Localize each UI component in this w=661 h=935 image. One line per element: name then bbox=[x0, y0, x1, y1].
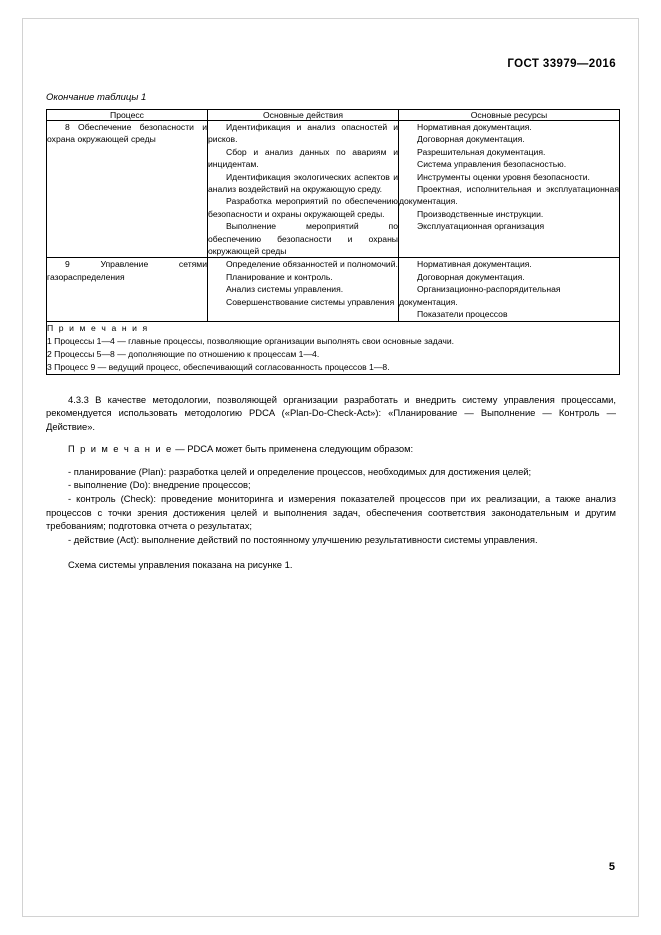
resource-item: Инструменты оценки уровня безопасности. bbox=[417, 171, 590, 182]
table-row bbox=[47, 258, 620, 321]
action-item: Разработка мероприятий по обеспечению безопасности и охраны окружающей среды. bbox=[208, 196, 398, 219]
pdca-item: - планирование (Plan): разработка целей и определение процессов, необходимых для достижения целей; bbox=[68, 465, 532, 477]
action-item: Совершенствование системы управления bbox=[226, 296, 395, 307]
pdca-item: - выполнение (Do): внедрение процессов; bbox=[68, 479, 251, 491]
column-header-process: Процесс bbox=[47, 110, 208, 121]
cell-notes bbox=[47, 321, 620, 374]
standard-header: ГОСТ 33979—2016 bbox=[507, 58, 616, 70]
action-item: Идентификация экологических аспектов и анализ воздействий на окружающую среду. bbox=[208, 171, 398, 195]
pdca-item: - действие (Act): выполнение действий по постоянному улучшению результативности системы управления. bbox=[68, 533, 538, 545]
action-item: Определение обязанностей и полномочий. bbox=[226, 259, 398, 270]
resource-item: Нормативная документация. bbox=[417, 122, 532, 132]
closing-paragraph: Схема системы управления показана на рисунке 1. bbox=[68, 559, 293, 571]
pdca-item: - контроль (Check): проведение мониторинга и измерения показателей процессов при их реализации, а также анализ процессов с точки зрения достижения целей и выполнения задач, обеспечения соответствия законодательным и другим требованиям; подготовка отчета о результатах; bbox=[46, 493, 616, 532]
resource-item: Показатели процессов bbox=[417, 309, 508, 320]
column-header-actions: Основные действия bbox=[208, 110, 399, 121]
cell-actions-8 bbox=[208, 121, 399, 258]
process-name: 8 Обеспечение безопасности и охрана окружающей среды bbox=[47, 122, 207, 145]
table-caption: Окончание таблицы 1 bbox=[46, 92, 147, 103]
resource-item: Организационно-распорядительная документация. bbox=[399, 284, 561, 307]
notes-title: П р и м е ч а н и я bbox=[47, 322, 149, 333]
cell-process-8 bbox=[47, 121, 208, 258]
note-item: 2 Процессы 5—8 — дополняющие по отношению к процессам 1—4. bbox=[47, 348, 320, 359]
resource-item: Договорная документация. bbox=[417, 271, 525, 282]
table-row bbox=[47, 121, 620, 258]
pdca-note-paragraph bbox=[46, 442, 616, 456]
note-item: 3 Процесс 9 — ведущий процесс, обеспечивающий согласованность процессов 1—8. bbox=[47, 361, 390, 372]
table-notes-row bbox=[47, 321, 620, 374]
action-item: Идентификация и анализ опасностей и рисков. bbox=[208, 122, 398, 145]
cell-resources-8 bbox=[399, 121, 620, 258]
resource-item: Система управления безопасностью. bbox=[417, 159, 567, 170]
resource-item: Эксплуатационная организация bbox=[417, 221, 545, 232]
page-number: 5 bbox=[608, 861, 615, 873]
action-item: Выполнение мероприятий по обеспечению безопасности и охраны окружающей среды bbox=[208, 221, 398, 257]
note-item: 1 Процессы 1—4 — главные процессы, позволяющие организации выполнять свои основные задачи. bbox=[47, 335, 455, 346]
resource-item: Проектная, исполнительная и эксплуатационная документация. bbox=[399, 184, 619, 207]
note-text: — PDCA может быть применена следующим образом: bbox=[172, 443, 414, 455]
cell-process-9 bbox=[47, 258, 208, 321]
table-header-row bbox=[47, 110, 620, 121]
resource-item: Производственные инструкции. bbox=[417, 208, 544, 219]
action-item: Анализ системы управления. bbox=[226, 284, 344, 295]
cell-resources-9 bbox=[399, 258, 620, 321]
body-text bbox=[46, 393, 616, 573]
action-item: Планирование и контроль. bbox=[226, 271, 333, 282]
processes-table bbox=[46, 109, 620, 375]
resource-item: Разрешительная документация. bbox=[417, 146, 546, 157]
page-content bbox=[46, 58, 619, 581]
resource-item: Нормативная документация. bbox=[417, 259, 532, 270]
clause-4-3-3: 4.3.3 В качестве методологии, позволяющей организации разработать и внедрить систему управления процессами, рекомендуется использовать методологию PDCA («Plan-Do-Check-Act»): «Планирование — Выполнение — Контроль — Действие». bbox=[46, 393, 616, 432]
cell-actions-9 bbox=[208, 258, 399, 321]
note-label: П р и м е ч а н и е bbox=[68, 443, 173, 455]
process-name: 9 Управление сетями газораспределения bbox=[47, 259, 207, 282]
column-header-resources: Основные ресурсы bbox=[399, 110, 620, 121]
action-item: Сбор и анализ данных по авариям и инцидентам. bbox=[208, 146, 398, 170]
resource-item: Договорная документация. bbox=[417, 134, 525, 145]
